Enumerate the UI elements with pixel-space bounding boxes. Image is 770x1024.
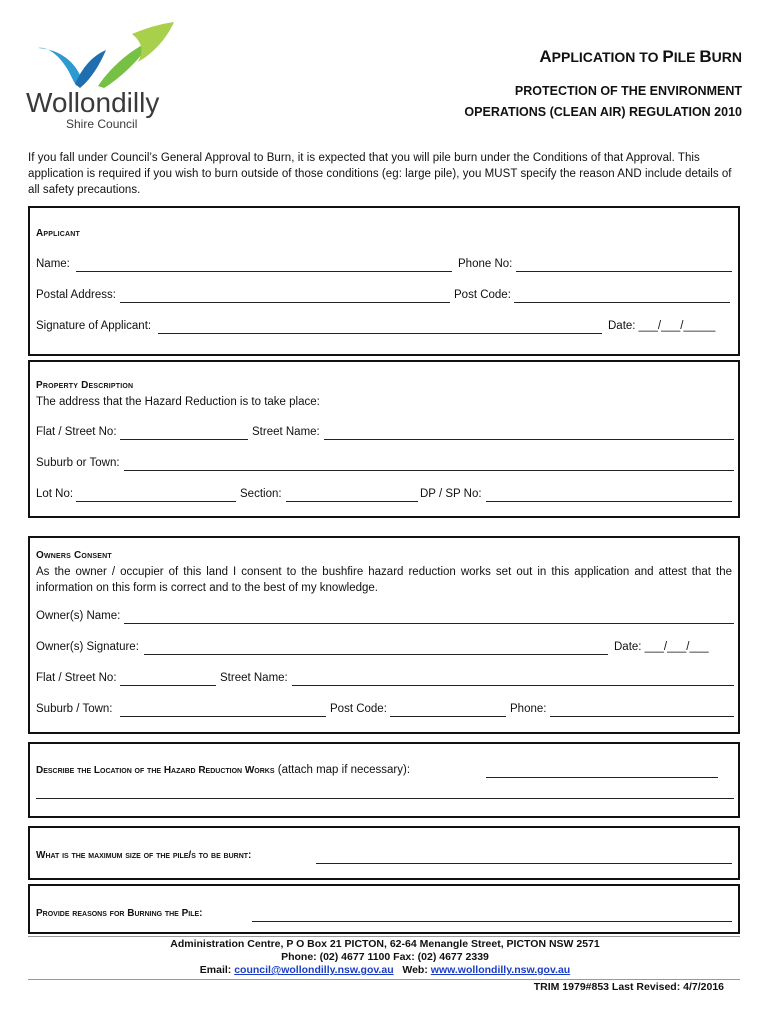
applicant-signature-field[interactable]: [158, 333, 602, 334]
web-label: Web:: [402, 964, 428, 976]
owner-name-label: Owner(s) Name:: [36, 610, 121, 622]
owner-postcode-field[interactable]: [390, 716, 506, 717]
postal-address-field[interactable]: [120, 302, 450, 303]
dp-label: DP / SP No:: [420, 488, 482, 500]
owner-street-field[interactable]: [292, 685, 734, 686]
location-section: [28, 742, 740, 818]
owner-phone-label: Phone:: [510, 703, 547, 715]
footer-divider: [28, 936, 740, 937]
footer-phone: Phone: (02) 4677 1100 Fax: (02) 4677 2339: [281, 951, 489, 963]
pile-size-field[interactable]: [316, 863, 732, 864]
phone-field[interactable]: [516, 271, 732, 272]
property-street-label: Street Name:: [252, 426, 320, 438]
suburb-label: Suburb or Town:: [36, 457, 120, 469]
footer-address: Administration Centre, P O Box 21 PICTON, 62-64 Menangle Street, PICTON NSW 2571: [170, 938, 600, 950]
footer: [0, 938, 770, 977]
property-flat-field[interactable]: [120, 439, 248, 440]
property-section: [28, 360, 740, 518]
section-label: Section:: [240, 488, 282, 500]
owner-phone-field[interactable]: [550, 716, 734, 717]
section-field[interactable]: [286, 501, 418, 502]
reasons-section: [28, 884, 740, 934]
logo-mark-icon: [20, 20, 190, 135]
owners-heading: Owners Consent: [36, 550, 112, 561]
owner-flat-label: Flat / Street No:: [36, 672, 117, 684]
owner-suburb-label: Suburb / Town:: [36, 703, 113, 715]
name-label: Name:: [36, 258, 70, 270]
applicant-date-field[interactable]: Date: ___/___/_____: [608, 320, 716, 332]
intro-paragraph: If you fall under Council’s General Approval to Burn, it is expected that you will pile burn under the Conditions of that Approval. This application is required if you wish to burn outside of those conditions (eg: large pile), you MUST specify the reason AND include details of all safety precautions.: [28, 152, 732, 196]
reasons-field[interactable]: [252, 921, 732, 922]
owner-name-field[interactable]: [124, 623, 734, 624]
email-label: Email:: [199, 964, 232, 976]
lot-field[interactable]: [76, 501, 236, 502]
owners-consent-text: As the owner / occupier of this land I consent to the bushfire hazard reduction works set out in this application and attest that the information on this form is correct and to the best of my knowledge.: [36, 566, 732, 594]
pile-size-heading: What is the maximum size of the pile/s to be burnt:: [36, 850, 252, 861]
footer-divider-2: [28, 979, 740, 980]
owner-flat-field[interactable]: [120, 685, 216, 686]
council-logo: [20, 20, 190, 135]
applicant-section: [28, 206, 740, 356]
owner-signature-label: Owner(s) Signature:: [36, 641, 139, 653]
form-subtitle: [362, 81, 742, 123]
svg-text:Wollondilly: Wollondilly: [26, 87, 160, 118]
postal-address-label: Postal Address:: [36, 289, 116, 301]
owners-consent-section: [28, 536, 740, 734]
name-field[interactable]: [76, 271, 452, 272]
lot-label: Lot No:: [36, 488, 74, 500]
form-title: APPLICATION TO PILE BURN: [539, 47, 742, 66]
subtitle-line-1: PROTECTION OF THE ENVIRONMENT: [514, 84, 742, 98]
applicant-heading: Applicant: [36, 228, 81, 239]
web-link[interactable]: www.wollondilly.nsw.gov.au: [430, 964, 571, 976]
suburb-field[interactable]: [124, 470, 734, 471]
owner-date-field[interactable]: Date: ___/___/___: [614, 641, 709, 653]
applicant-signature-label: Signature of Applicant:: [36, 320, 152, 332]
svg-text:Shire Council: Shire Council: [66, 117, 138, 131]
dp-field[interactable]: [486, 501, 732, 502]
reasons-heading: Provide reasons for Burning the Pile:: [36, 908, 203, 919]
footer-contact: [0, 964, 770, 977]
pile-size-section: [28, 826, 740, 880]
location-heading: Describe the Location of the Hazard Reduction Works (attach map if necessary):: [36, 764, 411, 776]
property-heading: Property Description: [36, 380, 134, 391]
owner-suburb-field[interactable]: [120, 716, 326, 717]
email-link[interactable]: council@wollondilly.nsw.gov.au: [234, 964, 394, 976]
phone-label: Phone No:: [458, 258, 513, 270]
location-field-1[interactable]: [486, 777, 718, 778]
owner-street-label: Street Name:: [220, 672, 288, 684]
property-street-field[interactable]: [324, 439, 734, 440]
property-description: The address that the Hazard Reduction is to take place:: [36, 396, 320, 408]
postcode-label: Post Code:: [454, 289, 511, 301]
postcode-field[interactable]: [514, 302, 730, 303]
owner-postcode-label: Post Code:: [330, 703, 387, 715]
owner-signature-field[interactable]: [144, 654, 608, 655]
location-note: (attach map if necessary):: [277, 764, 411, 776]
property-flat-label: Flat / Street No:: [36, 426, 117, 438]
subtitle-line-2: OPERATIONS (CLEAN AIR) REGULATION 2010: [464, 105, 742, 119]
trim-reference: TRIM 1979#853 Last Revised: 4/7/2016: [533, 981, 724, 993]
location-field-2[interactable]: [36, 798, 734, 799]
